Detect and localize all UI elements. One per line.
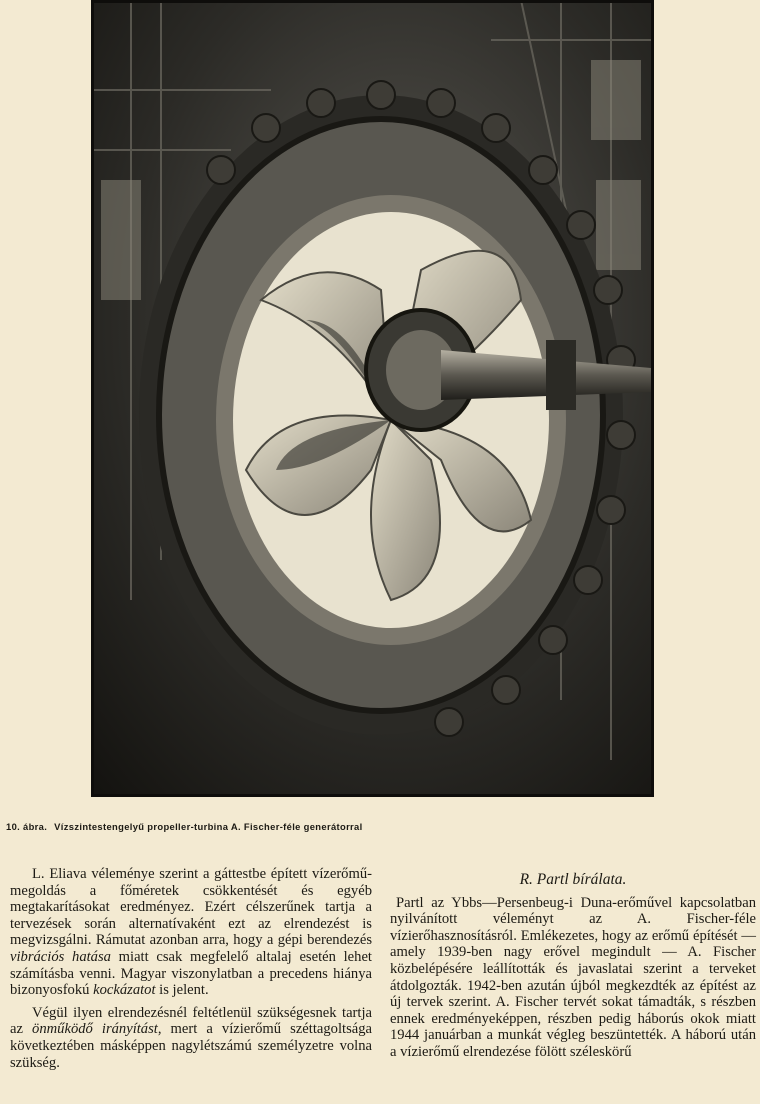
caption-number: 10. ábra.: [6, 821, 48, 832]
left-paragraph-1: L. Eliava véleménye szerint a gáttestbe épített vízerőmű-megoldás a főméretek csökkentését és egyéb megtakarításokat eredményez. Ezért célszerűnek tartja a tervezések során alternatívaként ezt az elrendezést is megvizsgálni. Rámutat azonban arra, hogy a gépi berendezés vibrációs hatása miatt csak megfelelő altalaj esetén lehet számításba venni. Magyar viszonylatban a precedens hiánya bizonyosfokú kockázatot is jelent.: [10, 866, 372, 999]
left-paragraph-2: Végül ilyen elrendezésnél feltétlenül szükségesnek tartja az önműködő irányítást, mert a vízierőmű széttagoltsága következtében másképpen nagylétszámú személyzetre volna szükség.: [10, 1004, 372, 1071]
right-paragraph-1: Partl az Ybbs—Persenbeug-i Duna-erőművel kapcsolatban nyilvánított véleményt az A. Fischer-féle vízierőhasznosításról. Emlékezetes, hogy az erőmű építését — amely 1939-ben nagy erővel megindult — A. Fischer közbelépésére leállították és javaslatai szerint a terveket átdolgozták. 1942-ben azután újból megkezdték az építést az új tervek szerint. A. Fischer tervét sokat támadták, s részben ennek eredményeképpen, részben pedig háborús okok miatt 1944 januárban a munkát végleg beszüntették. A háború után a vízierőmű elrendezése fölött széleskörű: [390, 894, 756, 1060]
emphasis-risk: kockázatot: [93, 982, 156, 999]
emphasis-automatic-control: önműködő irányítást: [32, 1021, 158, 1038]
propeller-turbine-photo-icon: [91, 0, 654, 797]
figure-photo: [91, 0, 654, 797]
right-column: [390, 872, 756, 1061]
caption-text: Vízszintestengelyű propeller-turbina A. Fischer-féle generátorral: [54, 821, 363, 832]
figure-caption: [6, 821, 706, 832]
left-column: [10, 866, 372, 1071]
section-heading: R. Partl bírálata.: [519, 871, 627, 888]
emphasis-vibration: vibrációs hatása: [10, 948, 111, 965]
